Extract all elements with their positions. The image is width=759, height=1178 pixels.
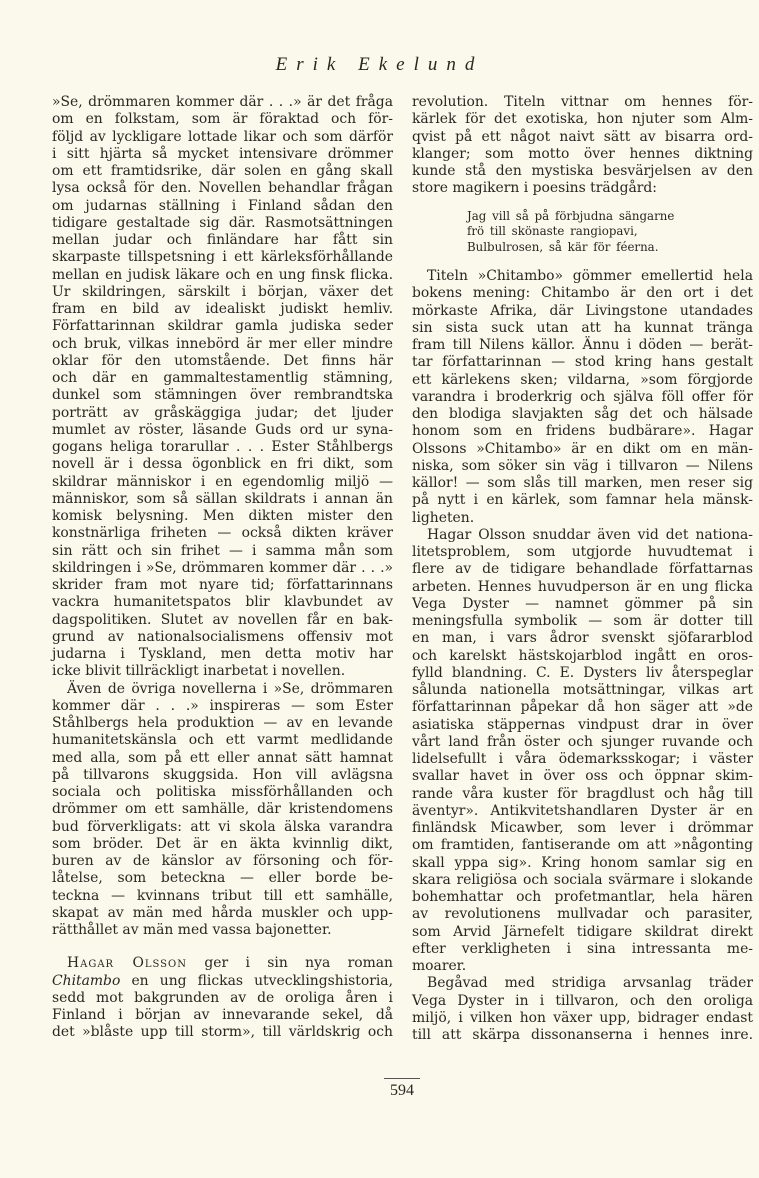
- text-line: oklar för den utomstående. Det finns här: [52, 352, 393, 369]
- text-line: buren av de känslor av försoning och för-: [52, 853, 393, 869]
- text-line: bokens mening: Chitambo är den ort i det: [412, 285, 753, 302]
- text-line: mellan en judisk läkare och en ung finsk flicka.: [52, 266, 393, 283]
- text-line: efter verkligheten i sina intressanta me-: [412, 940, 753, 957]
- right-paragraphs: [412, 268, 753, 1044]
- text-line: fylld blandning. C. E. Dysters liv återspeglar: [412, 664, 753, 681]
- text-line: mörkaste Afrika, där Livingstone utandades: [412, 302, 753, 319]
- text-line: skarpaste tillspetsning i ett kärleksförhållande: [52, 249, 393, 266]
- text-line: kunde stå den mystiska besvärjelsen av den: [412, 163, 753, 179]
- text-line: drömmer om ett samhälle, där kristendomens: [52, 801, 393, 818]
- text-line: som Arvid Järnefelt tidigare skildrat direkt: [412, 923, 753, 940]
- text-line: om ett framtidsrike, där solen en gång skall: [52, 163, 393, 179]
- text-line: teckna — kvinnans tribut till ett samhälle,: [52, 887, 393, 904]
- text-line: gogans heliga torarullar . . . Ester Ståhlbergs: [52, 439, 393, 455]
- text-line: tar författarinnan — stod kring hans gestalt: [412, 354, 753, 371]
- text-line: icke blivit tillräckligt inarbetat i novellen.: [52, 663, 346, 680]
- text-line: med alla, som på ett eller annat sätt hamnat: [52, 749, 393, 766]
- text-line: Ur skildringen, särskilt i början, växer det: [52, 283, 393, 300]
- text-line: bohemhattar och profetmantlar, hela hären: [412, 889, 753, 905]
- text-line: lysa också för den. Novellen behandlar frågan: [52, 180, 393, 197]
- text-line: svallar havet in över oss och öppnar skim-: [412, 768, 753, 785]
- paragraph: [412, 527, 753, 976]
- right-column: [412, 94, 753, 1044]
- text-line: vackra humanitetspatos blir klavbundet av: [52, 594, 393, 611]
- text-line: grund av nationalsocialismens offensiv mot: [52, 628, 393, 645]
- text-line: flere av de tidigare behandlade författarnas: [412, 561, 753, 578]
- text-line: i sitt hjärta så mycket intensivare drömmer: [52, 145, 393, 162]
- text-line: komisk belysning. Men dikten mister den: [52, 508, 393, 524]
- text-line: Vega Dyster in i tillvaron, och den oroliga: [412, 992, 753, 1009]
- text-line: människor, som så sällan skildrats i annan än: [52, 490, 393, 507]
- text-line: den blodiga slavjakten såg det och hälsade: [412, 406, 753, 422]
- text-line: skrider fram mot nyare tid; författarinnans: [52, 577, 393, 593]
- text-line: som bröder. Det är en äkta kvinnlig dikt,: [52, 835, 393, 852]
- text-line: humanitetskänsla och ett varmt medlidande: [52, 732, 393, 749]
- text-line: sociala och politiska missförhållanden och: [52, 784, 393, 800]
- text-line: om en folkstam, som är föraktad och för-: [52, 111, 393, 128]
- poem-line: Jag vill så på förbjudna sängarne: [467, 208, 675, 223]
- paragraph: [412, 975, 753, 1044]
- text-line: meningsfulla symbolik — som är dotter till: [412, 613, 753, 629]
- text-line: äventyr». Antikvitetshandlaren Dyster är en: [412, 802, 753, 819]
- left-paragraphs: [52, 94, 393, 939]
- section-gap: [52, 939, 393, 955]
- text-line: rätthållet av män med vassa bajonetter.: [52, 922, 332, 938]
- text-line: skall yppa sig». Kring honom samlar sig en: [412, 854, 753, 871]
- text-line: ligheten.: [412, 509, 475, 526]
- text-line: novell är i dessa ögonblick en fri dikt, som: [52, 456, 393, 473]
- text-line: Finland i början av innevarande sekel, då: [52, 1007, 393, 1023]
- text-line: vårt land från öster och sjunger ruvande och: [412, 733, 753, 750]
- text-line: klanger; som motto över hennes diktning: [412, 145, 753, 162]
- text-line: [52, 973, 393, 990]
- text-line: en man, i vars ådror svenskt sjöfararblod: [412, 630, 753, 647]
- text-line: Ståhlbergs hela produktion — av en levande: [52, 715, 393, 731]
- text-line: arbeten. Hennes huvudperson är en ung flicka: [412, 578, 753, 595]
- text-line: fram till Nilens källor. Ännu i döden — berät-: [412, 337, 753, 353]
- text-line: det »blåste upp till storm», till världskrig och: [52, 1024, 393, 1041]
- text-line: Författarinnan skildrar gamla judiska seder: [52, 318, 393, 335]
- text-line: bud förverkligats: att vi skola älska varandra: [52, 818, 393, 835]
- text-line: och karelskt hästskojarblod ingått en oros-: [412, 647, 753, 664]
- text-line: låtelse, som beteckna — eller borde be-: [52, 870, 393, 887]
- text-line: sålunda nationella motsättningar, vilkas art: [412, 682, 753, 698]
- text-line: judarna i Tyskland, men detta motiv har: [52, 646, 393, 662]
- text-line: dagspolitiken. Slutet av novellen får en bak-: [52, 611, 393, 628]
- paragraph: [52, 681, 393, 940]
- text-line: ett kärlekens sken; vildarna, »som förgjorde: [412, 371, 753, 388]
- text-line: revolution. Titeln vittnar om hennes för-: [412, 94, 753, 110]
- text-line: och där en gammaltestamentlig stämning,: [52, 370, 393, 386]
- text-line: Vega Dyster — namnet gömmer på sin: [412, 595, 753, 612]
- book-title: Chitambo: [52, 972, 121, 989]
- text-line: moarer.: [412, 958, 467, 974]
- text-line: Även de övriga novellerna i »Se, drömmaren: [67, 680, 393, 697]
- text-line: på tillvarons skuggsida. Hon vill avlägsna: [52, 766, 393, 783]
- paragraph: [52, 94, 393, 681]
- text-line: skildringen i »Se, drömmaren kommer där . . .»: [52, 559, 393, 576]
- text-line: qvist på ett något naivt sätt av bisarra ord-: [412, 128, 753, 145]
- intro-paragraph: [412, 94, 753, 198]
- text-line: lidelsefullt i våra ödemarksskogar; i väster: [412, 751, 753, 767]
- page-number: 594: [390, 1082, 414, 1099]
- text-line: store magikern i poesins trädgård:: [412, 180, 657, 197]
- text-line: mellan judar och finländare har fått sin: [52, 232, 393, 248]
- text-line: av revolutionens mullvadar och parasiter,: [412, 906, 753, 923]
- text-line: till att skärpa dissonanserna i hennes inre.: [412, 1027, 753, 1043]
- text-line: Olssons »Chitambo» är en dikt om en män-: [412, 440, 753, 457]
- page-number-rule: [384, 1078, 420, 1079]
- text-line: Hagar Olsson snuddar även vid det nationa-: [427, 526, 753, 543]
- poem-line: Bulbulrosen, så kär för féerna.: [467, 239, 659, 254]
- text-line: finländsk Micawber, som lever i drömmar: [412, 820, 753, 836]
- text-line: konstnärliga friheten — också dikten kräver: [52, 525, 393, 542]
- text-line: kärlek för det exotiska, hon njuter som Alm-: [412, 111, 753, 128]
- text-line: [52, 955, 393, 972]
- text-line: fram en bild av idealiskt judiskt hemliv.: [52, 301, 393, 317]
- left-column: [52, 94, 393, 1042]
- text-line: Begåvad med stridiga arvsanlag träder: [427, 975, 753, 992]
- text-line: miljö, i vilken hon växer upp, bidrager endast: [412, 1009, 753, 1026]
- text-line: sedd mot bakgrunden av de oroliga åren i: [52, 989, 393, 1006]
- text-line: sin rätt och sin frihet — i samma mån som: [52, 542, 393, 559]
- text-line: sin sista suck utan att ha kunnat tränga: [412, 319, 753, 336]
- text-line: skildrar människor i en egendomlig miljö —: [52, 473, 393, 490]
- text-line: asiatiska stäppernas vindpust drar in över: [412, 716, 753, 733]
- text-line: dunkel som stämningen över rembrandtska: [52, 387, 393, 404]
- text-line: om judarnas ställning i Finland sådan den: [52, 197, 393, 214]
- text-line: niska, som söker sin väg i tillvaron — Nilens: [412, 457, 753, 474]
- text-line: kommer där . . .» inspireras — som Ester: [52, 697, 393, 714]
- text-line: följd av lyckligare lottade likar och som därför: [52, 128, 393, 145]
- author-name: Hagar Olsson: [67, 955, 187, 972]
- text-line: varandra i broderkrig och själva föll offer för: [412, 388, 753, 405]
- text-line: honom som en fridens budbärare». Hagar: [412, 423, 753, 440]
- text-line: på nytt i en kärlek, som famnar hela mänsk-: [412, 492, 753, 509]
- text-line: »Se, drömmaren kommer där . . .» är det fråga: [52, 94, 393, 110]
- text-line: rande våra kuster för bragdlust och håg till: [412, 785, 753, 802]
- text-line: litetsproblem, som utgjorde huvudtemat i: [412, 544, 753, 560]
- text-line: tidigare gestaltade sig där. Rasmotsättningen: [52, 214, 393, 231]
- text-fragment: en ung flickas utvecklingshistoria,: [131, 972, 393, 989]
- text-line: porträtt av gråskäggiga judar; det ljuder: [52, 404, 393, 421]
- text-line: författarinnan påpekar då hon säger att »de: [412, 699, 753, 716]
- text-line: skara religiösa och sociala svärmare i slokande: [412, 871, 753, 888]
- text-line: källor! — som slås till marken, men reser sig: [412, 475, 753, 491]
- text-line: och bruk, vilkas innebörd är mer eller mindre: [52, 335, 393, 352]
- poem-line: frö till skönaste rangiopavi,: [467, 224, 638, 238]
- poem-quote: [467, 209, 753, 256]
- paragraph: [412, 268, 753, 527]
- text-line: skapat av män med hårda muskler och upp-: [52, 904, 393, 921]
- text-line: mumlet av röster, läsande Guds ord ur syna-: [52, 421, 393, 438]
- text-fragment: ger i sin nya roman: [204, 955, 393, 972]
- text-line: om framtiden, fantiserande om att »någonting: [412, 837, 753, 854]
- hagar-olsson-paragraph: [52, 955, 393, 1041]
- text-line: Titeln »Chitambo» gömmer emellertid hela: [427, 268, 753, 284]
- running-title: Erik Ekelund: [275, 54, 484, 75]
